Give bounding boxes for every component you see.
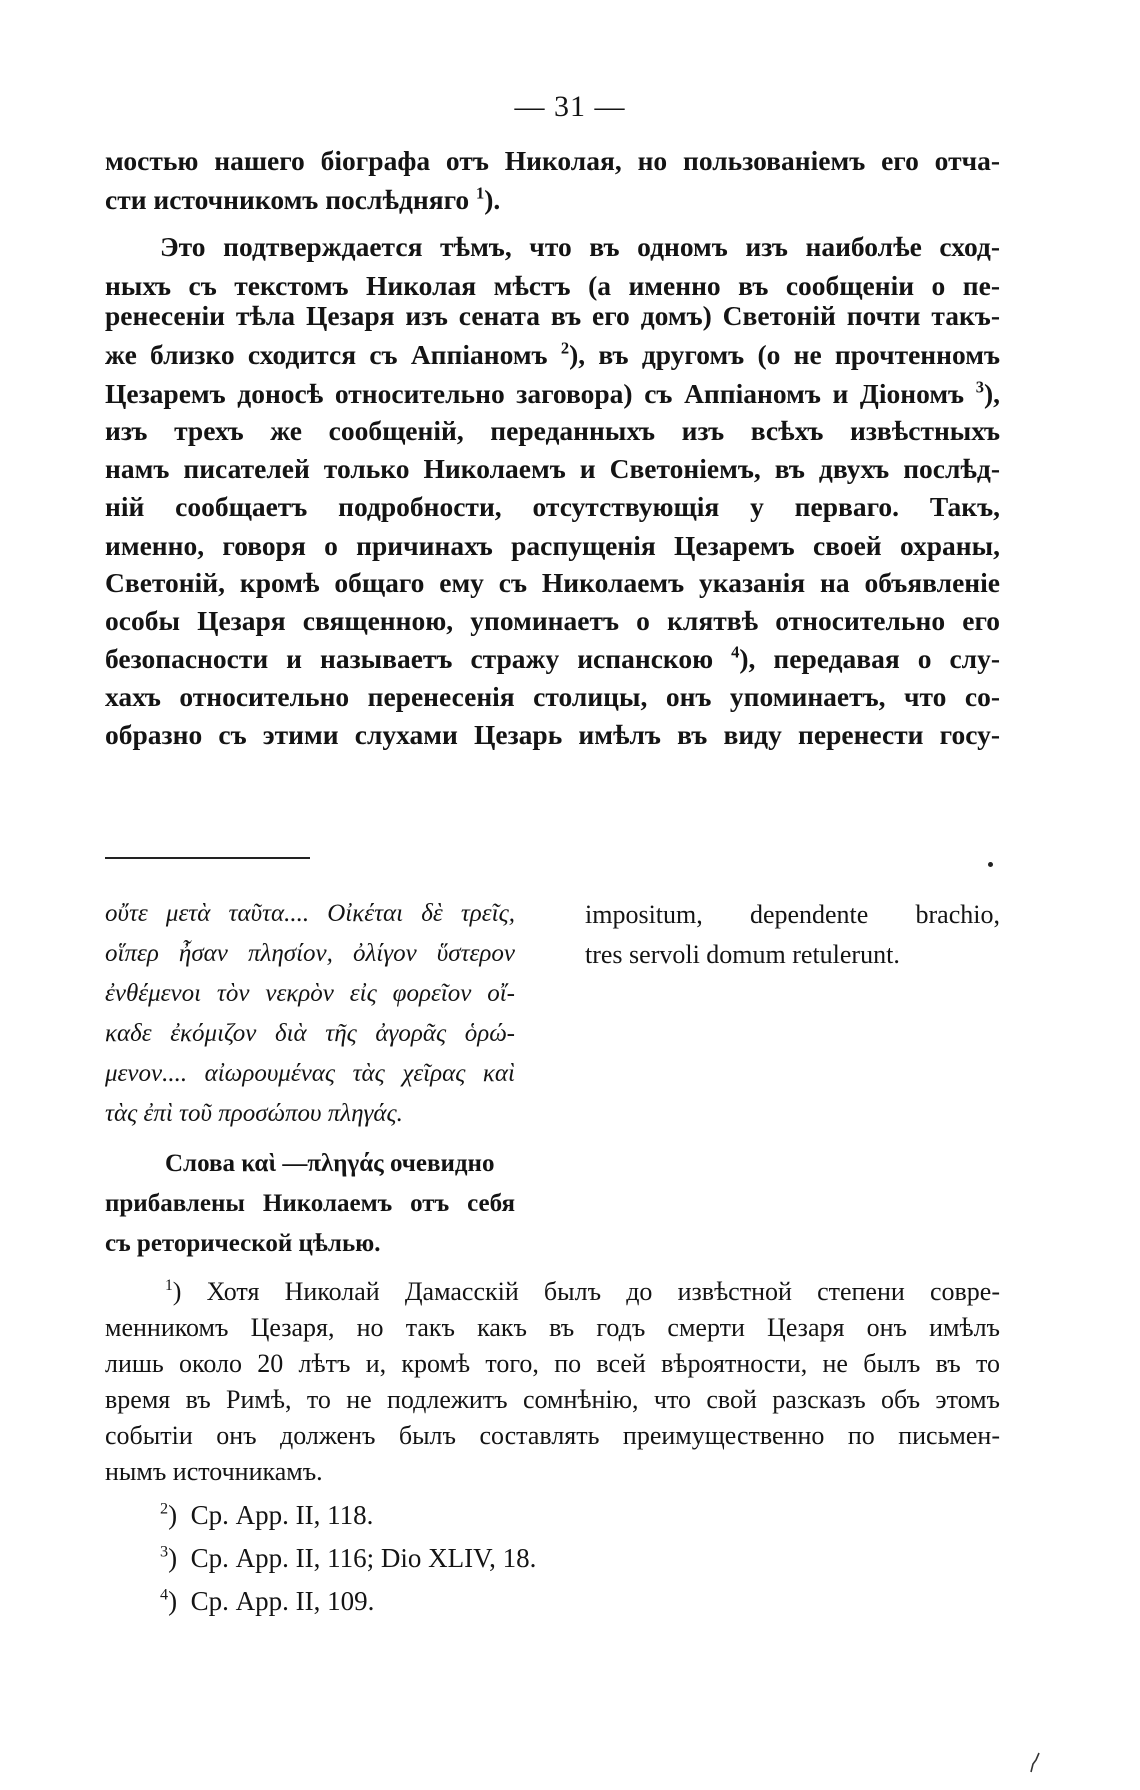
- latin-line: tres servoli domum retulerunt.: [585, 940, 900, 969]
- body-line: Цезаремъ доносѣ относительно заговора) съ Аппіаномъ и Діономъ $^3$),: [105, 377, 1001, 409]
- remark-line: Слова καὶ —πληγάς очевидно: [165, 1150, 495, 1177]
- footnote-line: менникомъ Цезаря, но такъ какъ въ годъ смерти Цезаря онъ имѣлъ: [105, 1313, 1000, 1342]
- footnote-ref-2: 2: [560, 338, 570, 358]
- latin-line: impositum, dependente brachio,: [585, 900, 1000, 929]
- body-line: намъ писателей только Николаемъ и Светоніемъ, въ двухъ послѣд-: [105, 453, 1000, 484]
- ink-speck: [1030, 1752, 1042, 1774]
- body-line: Светоній, кромѣ общаго ему съ Николаемъ указанія на объявленіе: [105, 567, 1000, 598]
- greek-line: οὔτε μετὰ ταῦτα.... Οἰκέται δὲ τρεῖς,: [105, 900, 515, 927]
- body-line: безопасности и называетъ стражу испанскою $^4$), передавая о слу-: [105, 642, 1000, 674]
- print-speck: [988, 862, 993, 867]
- body-line: изъ трехъ же сообщеній, переданныхъ изъ всѣхъ извѣстныхъ: [105, 415, 1000, 446]
- greek-line: μενον.... αἰωρουμένας τὰς χεῖρας καὶ: [105, 1060, 515, 1087]
- body-line: хахъ относительно перенесенія столицы, онъ упоминаетъ, что со-: [105, 681, 1000, 712]
- footnote-line: событіи онъ долженъ былъ составлять преимущественно по письмен-: [105, 1421, 1000, 1450]
- body-line: особы Цезаря священною, упоминаетъ о клятвѣ относительно его: [105, 605, 1000, 636]
- body-line: ній сообщаетъ подробности, отсутствующія у перваго. Такъ,: [105, 491, 1000, 522]
- footnote-ref-1: 1: [476, 183, 485, 203]
- body-line: именно, говоря о причинахъ распущенія Цезаремъ своей охраны,: [105, 530, 1000, 561]
- body-line: же близко сходится съ Аппіаномъ $^2$), въ другомъ (о не прочтенномъ: [105, 338, 1000, 370]
- body-line: образно съ этими слухами Цезарь имѣлъ въ виду перенести госу-: [105, 719, 1000, 750]
- greek-line: ἐνθέμενοι τὸν νεκρὸν εἰς φορεῖον οἴ-: [105, 980, 515, 1007]
- footnote-ref-3: 3: [975, 377, 984, 397]
- body-line: сти источникомъ послѣдняго $^1$).: [105, 183, 501, 215]
- body-line: мостью нашего біографа отъ Николая, но пользованіемъ его отча-: [105, 145, 1000, 176]
- footnote-4: $^4$) Ср. App. II, 109.: [160, 1585, 375, 1616]
- greek-line: οἵπερ ἦσαν πλησίον, ὀλίγον ὕστερον: [105, 940, 515, 967]
- footnote-line: $^1$) Хотя Николай Дамасскій былъ до извѣстной степени совре-: [165, 1276, 1000, 1306]
- greek-line: καδε ἐκόμιζον διὰ τῆς ἀγορᾶς ὁρώ-: [105, 1020, 515, 1047]
- footnote-ref-4: 4: [731, 642, 740, 662]
- body-line: Это подтверждается тѣмъ, что въ одномъ изъ наиболѣе сход-: [160, 231, 1000, 262]
- footnote-2: $^2$) Ср. App. II, 118.: [160, 1499, 374, 1530]
- footnote-3: $^3$) Ср. App. II, 116; Dio XLIV, 18.: [160, 1542, 537, 1573]
- remark-line: съ реторической цѣлью.: [105, 1230, 381, 1257]
- footnote-line: нымъ источникамъ.: [105, 1457, 323, 1486]
- greek-line: τὰς ἐπὶ τοῦ προσώπου πληγάς.: [105, 1100, 403, 1127]
- page-number: — 31 —: [514, 90, 626, 123]
- remark-line: прибавлены Николаемъ отъ себя: [105, 1190, 515, 1217]
- footnote-mark: 1: [165, 1276, 173, 1294]
- footnote-line: лишь около 20 лѣтъ и, кромѣ того, по всей вѣроятности, не былъ въ то: [105, 1349, 1000, 1378]
- body-line: ренесеніи тѣла Цезаря изъ сената въ его домъ) Светоній почти такъ-: [105, 300, 1000, 331]
- body-line: ныхъ съ текстомъ Николая мѣстъ (а именно въ сообщеніи о пе-: [105, 270, 1000, 301]
- footnote-line: время въ Римѣ, то не подлежитъ сомнѣнію, что свой разсказъ объ этомъ: [105, 1385, 1000, 1414]
- footnote-divider: [105, 857, 310, 859]
